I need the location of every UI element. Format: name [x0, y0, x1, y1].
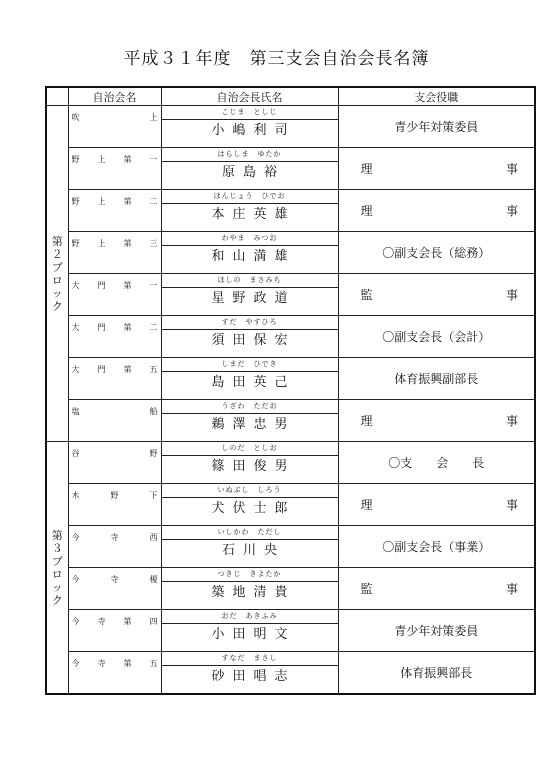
association-char: 木 — [71, 491, 80, 500]
president-cell — [161, 442, 338, 484]
president-name: 鵜澤忠男 — [211, 417, 296, 432]
president-cell — [161, 568, 338, 610]
association-char: 大 — [71, 281, 80, 290]
role-cell — [338, 232, 535, 274]
roster-table — [45, 86, 536, 695]
name-reading: こじま としじ — [162, 106, 338, 120]
association-char: 門 — [97, 365, 106, 374]
president-name: 小嶋利司 — [211, 123, 296, 138]
president-name: 篠田俊男 — [211, 459, 296, 474]
president-cell — [161, 400, 338, 442]
association-char: 門 — [97, 323, 106, 332]
block-label-cell — [46, 442, 68, 695]
role-cell — [338, 526, 535, 568]
association-char: 寺 — [97, 659, 106, 668]
president-name: 犬伏士郎 — [211, 501, 296, 516]
association-char: 二 — [149, 323, 158, 332]
role-cell — [338, 484, 535, 526]
president-cell — [161, 652, 338, 695]
table-row — [46, 526, 535, 568]
role-char: 監 — [360, 582, 373, 596]
block-label: 第３ブロック — [51, 528, 63, 607]
association-cell — [68, 232, 161, 274]
association-char: 一 — [149, 281, 158, 290]
header-row — [46, 87, 535, 106]
table-row — [46, 568, 535, 610]
association-cell — [68, 358, 161, 400]
president-cell — [161, 358, 338, 400]
table-row — [46, 232, 535, 274]
block-label: 第２ブロック — [51, 234, 63, 313]
table-row — [46, 148, 535, 190]
association-char: 四 — [149, 617, 158, 626]
name-reading: すだ やすひろ — [162, 316, 338, 330]
association-char: 二 — [149, 197, 158, 206]
name-reading: いしかわ ただし — [162, 526, 338, 540]
president-name: 原島裕 — [221, 165, 285, 180]
association-cell — [68, 148, 161, 190]
association-char: 塩 — [71, 407, 80, 416]
role-char: 事 — [505, 288, 518, 302]
table-row — [46, 106, 535, 148]
association-cell — [68, 442, 161, 484]
role-text: 〇副支会長（事業） — [382, 540, 491, 554]
roster-body — [46, 106, 535, 695]
association-char: 野 — [110, 491, 119, 500]
name-reading: つきじ きよたか — [162, 568, 338, 582]
president-name: 星野政道 — [211, 291, 296, 306]
role-cell — [338, 358, 535, 400]
association-cell — [68, 316, 161, 358]
name-reading: おだ あきふみ — [162, 610, 338, 624]
association-char: 船 — [149, 407, 158, 416]
role-cell — [338, 652, 535, 695]
association-char: 寺 — [110, 575, 119, 584]
association-char: 第 — [123, 659, 132, 668]
name-reading: わやま みつお — [162, 232, 338, 246]
association-cell — [68, 568, 161, 610]
association-char: 今 — [71, 533, 80, 542]
role-char: 監 — [360, 288, 373, 302]
name-reading: しまだ ひでき — [162, 358, 338, 372]
header-role: 支会役職 — [338, 87, 535, 106]
association-char: 第 — [123, 281, 132, 290]
association-char: 第 — [123, 239, 132, 248]
role-char: 事 — [505, 414, 518, 428]
association-char: 上 — [97, 239, 106, 248]
president-cell — [161, 190, 338, 232]
president-cell — [161, 106, 338, 148]
role-char: 理 — [360, 204, 373, 218]
association-char: 第 — [123, 197, 132, 206]
association-char: 三 — [149, 239, 158, 248]
president-cell — [161, 484, 338, 526]
role-char: 理 — [360, 162, 373, 176]
name-reading: すなだ まさし — [162, 652, 338, 666]
association-char: 第 — [123, 365, 132, 374]
role-cell — [338, 274, 535, 316]
role-cell — [338, 400, 535, 442]
role-text: 体育振興部長 — [400, 666, 473, 680]
association-char: 榎 — [149, 575, 158, 584]
role-cell — [338, 442, 535, 484]
association-char: 寺 — [110, 533, 119, 542]
president-name: 砂田唱志 — [211, 669, 296, 684]
association-char: 野 — [71, 155, 80, 164]
table-row — [46, 358, 535, 400]
header-president: 自治会長氏名 — [161, 87, 338, 106]
president-cell — [161, 232, 338, 274]
role-cell — [338, 106, 535, 148]
role-text: 〇支 会 長 — [388, 456, 485, 470]
role-cell — [338, 568, 535, 610]
header-association: 自治会名 — [68, 87, 161, 106]
role-text: 体育振興副部長 — [394, 372, 479, 386]
role-cell — [338, 148, 535, 190]
association-cell — [68, 274, 161, 316]
association-char: 今 — [71, 659, 80, 668]
name-reading: しのだ としお — [162, 442, 338, 456]
association-char: 五 — [149, 365, 158, 374]
president-name: 島田英己 — [211, 375, 296, 390]
role-char: 理 — [360, 414, 373, 428]
association-char: 下 — [149, 491, 158, 500]
role-char: 事 — [505, 498, 518, 512]
association-char: 一 — [149, 155, 158, 164]
table-row — [46, 400, 535, 442]
role-text: 青少年対策委員 — [394, 120, 479, 134]
president-name: 須田保宏 — [211, 333, 296, 348]
association-cell — [68, 400, 161, 442]
table-row — [46, 274, 535, 316]
president-name: 石川央 — [221, 543, 285, 558]
name-reading: うざわ ただお — [162, 400, 338, 414]
association-cell — [68, 610, 161, 652]
president-cell — [161, 610, 338, 652]
association-cell — [68, 484, 161, 526]
name-reading: いぬぶし しろう — [162, 484, 338, 498]
association-char: 上 — [97, 197, 106, 206]
association-char: 大 — [71, 365, 80, 374]
name-reading: ほんじょう ひでお — [162, 190, 338, 204]
role-text: 〇副支会長（会計） — [382, 330, 491, 344]
association-char: 西 — [149, 533, 158, 542]
association-cell — [68, 190, 161, 232]
association-char: 今 — [71, 617, 80, 626]
association-char: 門 — [97, 281, 106, 290]
document-title: 平成３１年度 第三支会自治会長名簿 — [123, 49, 430, 69]
name-reading: はらしま ゆたか — [162, 148, 338, 162]
president-name: 小田明文 — [211, 627, 296, 642]
table-row — [46, 652, 535, 695]
association-cell — [68, 106, 161, 148]
role-cell — [338, 610, 535, 652]
association-char: 寺 — [97, 617, 106, 626]
association-char: 谷 — [71, 449, 80, 458]
president-name: 和山満雄 — [211, 249, 296, 264]
association-char: 今 — [71, 575, 80, 584]
table-row — [46, 442, 535, 484]
president-cell — [161, 526, 338, 568]
role-cell — [338, 316, 535, 358]
role-text: 〇副支会長（総務） — [382, 246, 491, 260]
name-reading: ほしの まさみち — [162, 274, 338, 288]
association-char: 野 — [71, 239, 80, 248]
association-char: 五 — [149, 659, 158, 668]
association-char: 野 — [149, 449, 158, 458]
association-char: 吹 — [71, 113, 80, 122]
block-label-cell — [46, 106, 68, 442]
president-cell — [161, 148, 338, 190]
president-name: 本庄英雄 — [211, 207, 296, 222]
association-cell — [68, 652, 161, 695]
association-char: 第 — [123, 155, 132, 164]
president-name: 築地清貴 — [211, 585, 296, 600]
role-text: 青少年対策委員 — [394, 624, 479, 638]
association-char: 大 — [71, 323, 80, 332]
president-cell — [161, 316, 338, 358]
association-char: 上 — [149, 113, 158, 122]
table-row — [46, 316, 535, 358]
role-char: 事 — [505, 204, 518, 218]
association-char: 上 — [97, 155, 106, 164]
role-char: 理 — [360, 498, 373, 512]
role-char: 事 — [505, 582, 518, 596]
role-char: 事 — [505, 162, 518, 176]
association-char: 野 — [71, 197, 80, 206]
table-row — [46, 484, 535, 526]
table-row — [46, 610, 535, 652]
header-blank — [46, 87, 68, 106]
association-char: 第 — [123, 323, 132, 332]
association-cell — [68, 526, 161, 568]
president-cell — [161, 274, 338, 316]
table-row — [46, 190, 535, 232]
role-cell — [338, 190, 535, 232]
association-char: 第 — [123, 617, 132, 626]
